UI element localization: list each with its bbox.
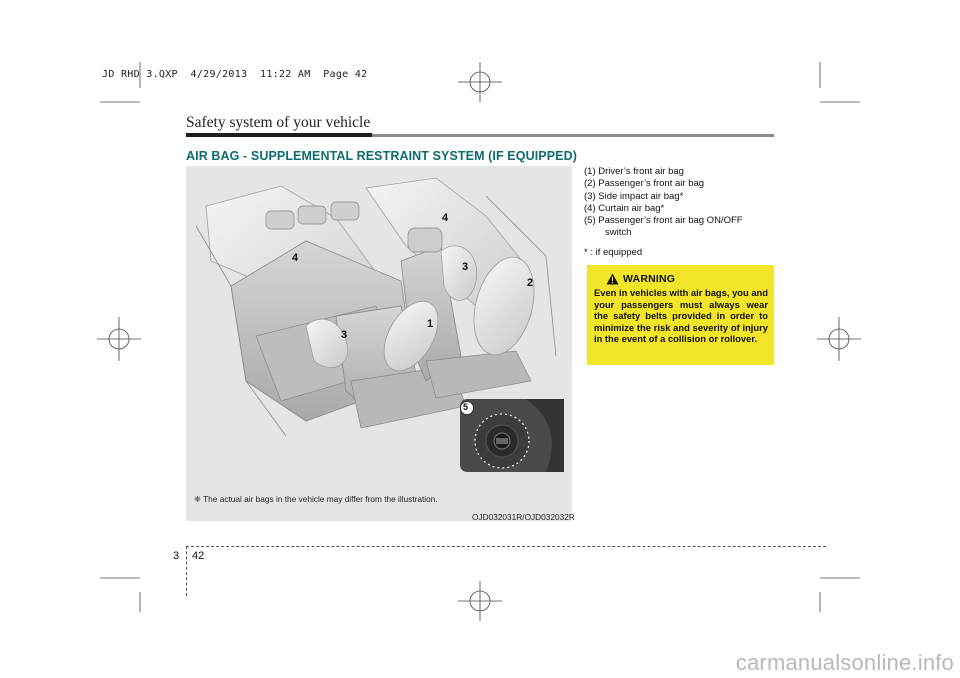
warning-text: Even in vehicles with air bags, you and your passengers must always wear the safety belts provided in order to minimize the risk and severity of injury in the event of a collision or rollover. [594,287,769,345]
callout-4-left: 4 [292,252,299,264]
chapter-number: 3 [173,550,180,562]
callout-1: 1 [427,318,434,330]
callout-2: 2 [527,277,534,289]
warning-triangle-icon [606,273,619,285]
registration-target-top [458,62,502,102]
watermark: carmanualsonline.info [735,650,954,675]
legend-item-continuation: switch [605,227,632,239]
airbag-legend [584,166,774,259]
legend-item: (4) Curtain air bag* [584,202,665,214]
car-interior-drawing [186,166,572,521]
legend-item: (1) Driver’s front air bag [584,166,684,177]
warning-box [587,265,774,365]
callout-4-right: 4 [442,212,449,224]
figure-note: ❈ The actual air bags in the vehicle may differ from the illustration. [194,494,438,504]
legend-footnote: * : if equipped [584,246,643,258]
callout-3-left: 3 [341,329,348,341]
legend-item: (3) Side impact air bag* [584,190,684,202]
callout-3-right: 3 [462,261,469,273]
onoff-switch-inset [460,399,564,472]
footer-divider [186,546,187,596]
warning-title: WARNING [623,273,676,285]
section-title: Safety system of your vehicle [186,114,371,131]
callout-5: 5 [463,402,469,412]
footer-rule [186,546,826,547]
airbag-illustration [186,166,572,521]
header-rule [186,134,774,137]
legend-item: (2) Passenger’s front air bag [584,178,705,190]
page-heading: AIR BAG - SUPPLEMENTAL RESTRAINT SYSTEM (IF EQUIPPED) [186,149,577,163]
warning-header [606,273,768,285]
print-slug: JD RHD 3.QXP 4/29/2013 11:22 AM Page 42 [102,69,368,80]
legend-item: (5) Passenger’s front air bag ON/OFF [584,215,743,227]
figure-code: OJD032031R/OJD032032R [472,512,575,522]
page-number: 42 [192,550,205,562]
